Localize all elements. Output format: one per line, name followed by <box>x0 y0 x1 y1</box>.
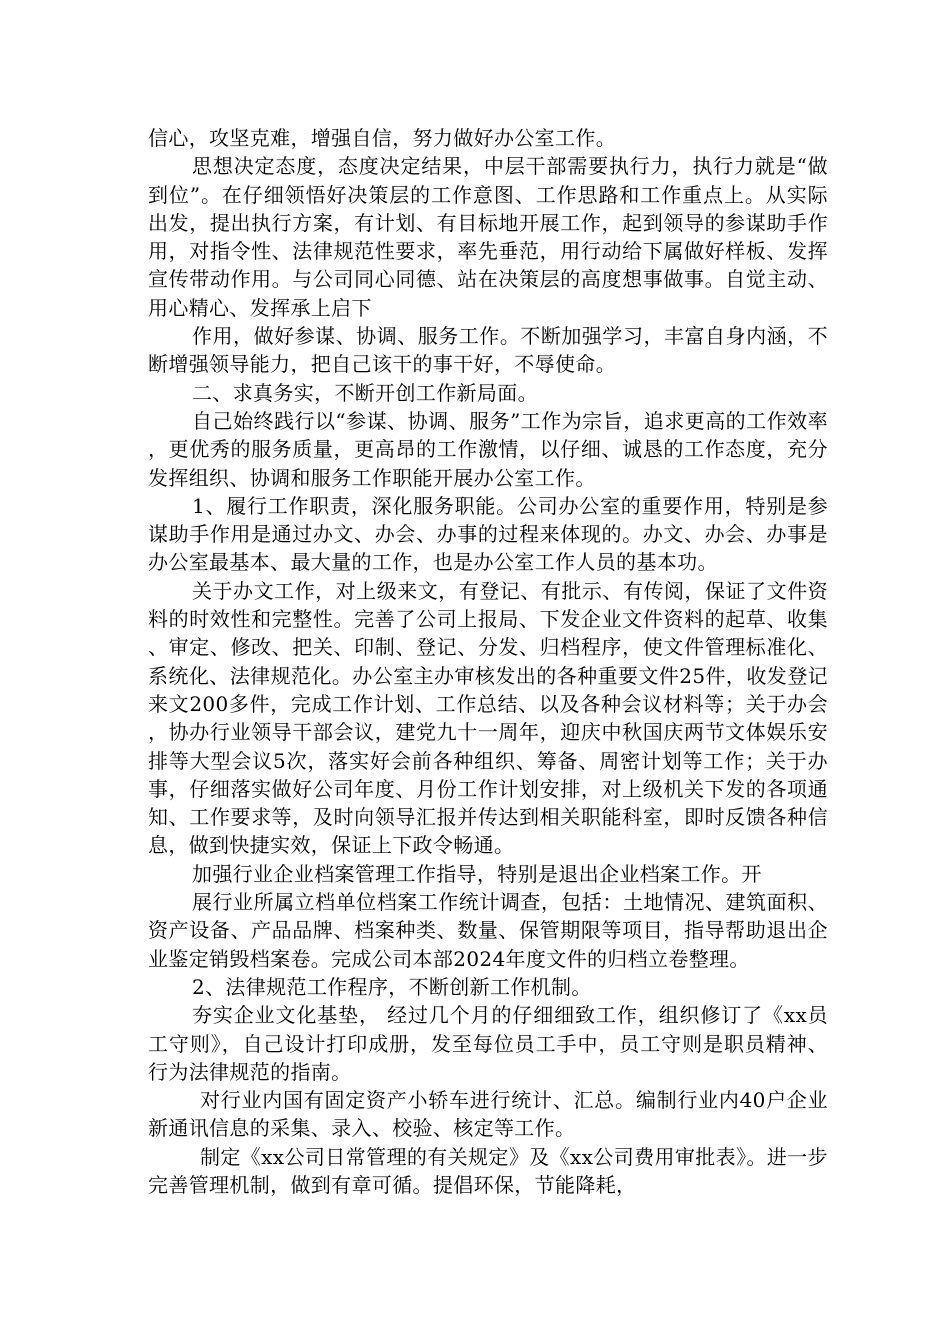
section-heading-2: 二、求真务实，不断开创工作新局面。 <box>192 380 538 405</box>
subsection-heading-1: 1、履行工作职责，深化服务职能。公司办公室的重要作用，特别是参谋助手作用是通过办文、办会、办事的过程来体现的。办文、办会、办事是办公室最基本、最大量的工作，也是办公室工作人员的基本功。 <box>148 493 828 575</box>
paragraph-11: 夯实企业文化基垫， 经过几个月的仔细细致工作，组织修订了《xx员工守则》，自己设计打印成册，发至每位员工手中，员工守则是职员精神、行为法律规范的指南。 <box>148 1003 828 1084</box>
paragraph-7: 关于办文工作，对上级来文，有登记、有批示、有传阅，保证了文件资料的时效性和完整性。完善了公司上报局、下发企业文件资料的起草、收集、审定、修改、把关、印制、登记、分发、归档程序，使文件管理标准化、系统化、法律规范化。办公室主办审核发出的各种重要文件25件，收发登记来文200多件，完成工作计划、工作总结、以及各种会议材料等；关于办会，协办行业领导干部会议，建党九十一周年，迎庆中秋国庆两节文体娱乐安排等大型会议5次，落实好会前各种组织、筹备、周密计划等工作；关于办事，仔细落实做好公司年度、月份工作计划安排，对上级机关下发的各项通知、工作要求等，及时向领导汇报并传达到相关职能科室，即时反馈各种信息，做到快捷实效，保证上下政令畅通。 <box>148 578 828 858</box>
paragraph-9: 展行业所属立档单位档案工作统计调查，包括：土地情况、建筑面积、资产设备、产品品牌、档案种类、数量、保管期限等项目，指导帮助退出企业鉴定销毁档案卷。完成公司本部2024年度文件的归档立卷整理。 <box>148 890 828 971</box>
paragraph-1: 信心，攻坚克难，增强自信，努力做好办公室工作。 <box>148 126 617 150</box>
paragraph-12: 对行业内国有固定资产小轿车进行统计、汇总。编制行业内40户企业新通讯信息的采集、录入、校验、核定等工作。 <box>148 1088 828 1141</box>
paragraph-3: 作用，做好参谋、协调、服务工作。不断加强学习，丰富自身内涵，不断增强领导能力，把自己该干的事干好，不辱使命。 <box>148 324 828 377</box>
paragraph-13: 制定《xx公司日常管理的有关规定》及《xx公司费用审批表》。进一步完善管理机制，做到有章可循。提倡环保，节能降耗， <box>148 1144 828 1197</box>
document-body <box>148 124 828 1199</box>
paragraph-2: 思想决定态度，态度决定结果，中层干部需要执行力，执行力就是“做到位”。在仔细领悟好决策层的工作意图、工作思路和工作重点上。从实际出发，提出执行方案，有计划、有目标地开展工作，起到领导的参谋助手作用，对指令性、法律规范性要求，率先垂范，用行动给下属做好样板、发挥宣传带动作用。与公司同心同德、站在决策层的高度想事做事。自觉主动、用心精心、发挥承上启下 <box>148 154 828 320</box>
subsection-heading-2: 2、法律规范工作程序，不断创新工作机制。 <box>192 974 592 999</box>
paragraph-5: 自己始终践行以“参谋、协调、服务”工作为宗旨，追求更高的工作效率，更优秀的服务质量，更高昂的工作激情，以仔细、诚恳的工作态度，充分发挥组织、协调和服务工作职能开展办公室工作。 <box>148 408 828 490</box>
paragraph-8: 加强行业企业档案管理工作指导，特别是退出企业档案工作。开 <box>192 861 762 886</box>
